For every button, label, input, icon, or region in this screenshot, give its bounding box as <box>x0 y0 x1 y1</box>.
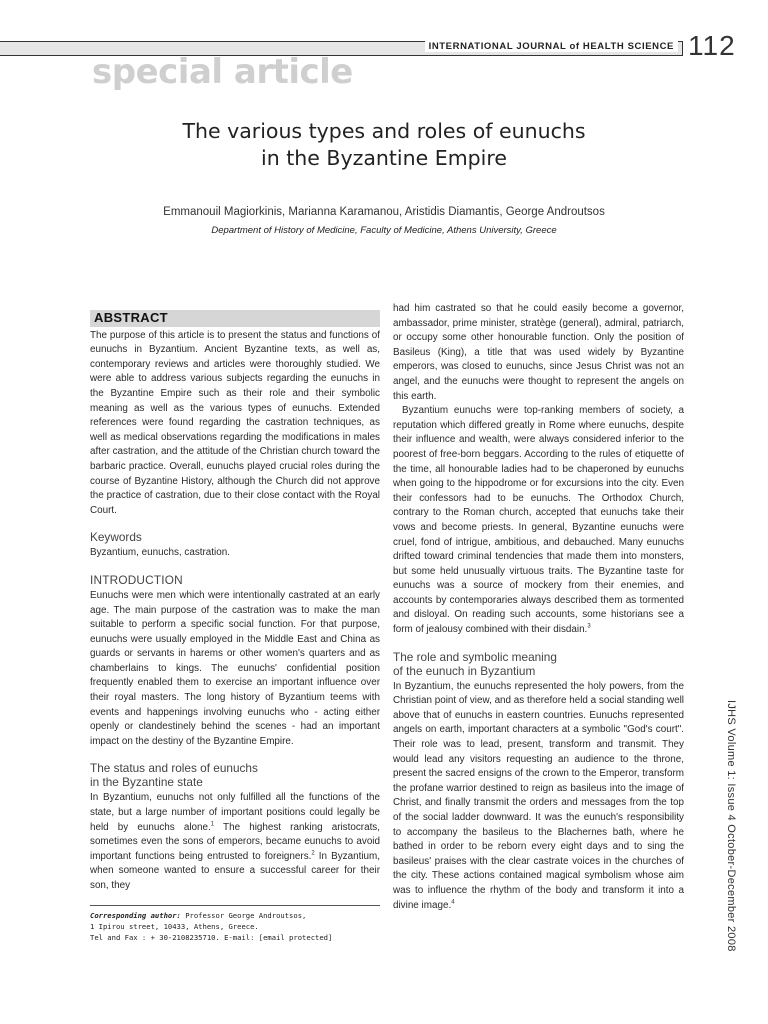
affiliation: Department of History of Medicine, Faculty of Medicine, Athens University, Greece <box>211 225 557 236</box>
status-heading-line-2: in the Byzantine state <box>90 775 203 790</box>
reference-4: 4 <box>451 899 455 906</box>
status-text-part-3: In Byzantium, when someone wanted to ensure a successful career for their son, they <box>90 850 380 891</box>
journal-title: INTERNATIONAL JOURNAL of HEALTH SCIENCE <box>425 41 678 52</box>
correspondence-contact: Tel and Fax : + 30-2108235710. E-mail: [email protected] <box>90 933 333 942</box>
status-text-part-2: The highest ranking aristocrats, sometimes even the sons of emperors, became eunuchs to avoid important functions being entrusted to foreigners. <box>90 821 380 862</box>
status-text <box>90 791 380 893</box>
right-paragraph-2-text: Byzantium eunuchs were top-ranking members of society, a reputation which differed greatly in Rome where eunuchs, despite their influence and wealth, were always considered inferior to the poorest of free-born beggars. According to the rules of etiquette of the time, all honourable ladies had to be chaperoned by eunuchs when going to the hippodrome or for excursions into the city. Even their confessors had to be eunuchs. The Orthodox Church, contrary to the Roman church, accepted that eunuchs take their vows and become priests. In general, Byzantine eunuchs were cruel, fond of intrigue, ambitious, and debauched. Many eunuchs drifted toward criminal tendencies that made them into monsters, but some held unusually virtuous traits. The Byzantine taste for eunuchs was a source of mockery from their enemies, and accounts by contemporaries always described them as tormented and disloyal. On reading such accounts, some historians see a form of jealousy combined with their disdain. <box>393 405 684 636</box>
right-column <box>393 302 684 913</box>
correspondence-footnote <box>90 905 380 943</box>
role-heading-line-2: of the eunuch in Byzantium <box>393 663 536 678</box>
issue-sidebar-text: IJHS Volume 1: Issue 4 October-December 2008 <box>725 700 737 952</box>
keywords-text: Byzantium, eunuchs, castration. <box>90 547 230 559</box>
page-number: 112 <box>688 30 736 61</box>
introduction-heading: INTRODUCTION <box>90 572 183 587</box>
status-text-part-1: In Byzantium, eunuchs not only fulfilled all the functions of the state, but a large number of important positions could legally be held by eunuchs alone. <box>90 792 380 833</box>
role-heading-line-1: The role and symbolic meaning <box>393 649 557 664</box>
right-paragraph-3-text: In Byzantium, the eunuchs represented the holy powers, from the Christian point of view, and as therefore held a social standing well above that of eunuchs in eastern countries. Eunuchs represented angels on earth, important characters at a symbolic "God's court". Their role was to lead, present, transform and transmit. They would lead any visitors requesting an audience to the throne, present the sacred ensigns of the crown to the Emperor, transform the profane warrior destined to reign as basileus into the image of Christ, and finally transmit the orders and messages from the top of the social ladder downward. It was the eunuch's responsibility to accompany the basileus to the Blachernes bath, where he bathed in order to be reborn every eight days and to sing the basileus' praises with the clear castrate voices in the churches of the city. These actions contained magical symbolism whose aim was to influence the rhythm of the body and transform it into a divine image. <box>393 680 684 911</box>
role-heading <box>393 650 684 678</box>
title-line-2: in the Byzantine Empire <box>261 146 507 170</box>
left-column <box>90 310 380 894</box>
reference-2: 2 <box>311 850 315 857</box>
reference-3: 3 <box>587 623 591 630</box>
right-paragraph-3 <box>393 680 684 914</box>
correspondence-name: Professor George Androutsos, <box>180 911 307 920</box>
right-paragraph-1: had him castrated so that he could easily become a governor, ambassador, prime minister, stratège (general), admiral, patriarch, or occupy some other honourable function. Only the position of Basileus (King), a title that was used widely by Byzantine emperors, was closed to eunuchs, since Jesus Christ was not an angel, and the eunuchs were thought to represent the angels on this earth. <box>393 303 684 402</box>
reference-1: 1 <box>210 821 215 828</box>
right-paragraph-2 <box>393 404 684 638</box>
introduction-text: Eunuchs were men which were intentionally castrated at an early age. The main purpose of the castration was to make the man suitable to perform a specific social function. For that purpose, eunuchs were usually employed in the Middle East and China as guards or servants in harems or other women's quarters and as chamberlains to kings. The eunuchs' confidential position frequently enabled them to exercise an important influence over their royal masters. The long history of Byzantium teems with events and happenings involving eunuchs who - acting either openly or clandestinely behind the scenes - had an important impact on the destiny of the Byzantine Empire. <box>90 589 380 747</box>
abstract-text: The purpose of this article is to present the status and functions of eunuchs in Byzantium. Ancient Byzantine texts, as well as, contemporary reviews and articles were thoroughly studied. We were able to address various subjects regarding the eunuchs in the Byzantine Empire such as their role and their symbolic meaning as well as the various types of eunuchs. Extended references were found regarding the castration techniques, as well as medical observations regarding the modifications in males after castration, and the attitude of the Christian church toward the barbaric practice. Overall, eunuchs played crucial roles during the course of Byzantine History, although the Church did not approve the practice of castration, due to their close contact with the Royal Court. <box>90 329 380 516</box>
status-heading-line-1: The status and roles of eunuchs <box>90 761 258 776</box>
authors: Emmanouil Magiorkinis, Marianna Karamanou, Aristidis Diamantis, George Androutsos <box>163 206 605 218</box>
article-title <box>0 118 768 172</box>
abstract-heading: ABSTRACT <box>90 310 380 327</box>
keywords-heading: Keywords <box>90 530 142 545</box>
section-label: special article <box>92 52 353 92</box>
correspondence-lead: Corresponding author: <box>90 911 181 920</box>
correspondence-address: 1 Ipirou street, 10433, Athens, Greece. <box>90 922 259 931</box>
status-heading <box>90 761 380 789</box>
title-line-1: The various types and roles of eunuchs <box>182 119 586 143</box>
